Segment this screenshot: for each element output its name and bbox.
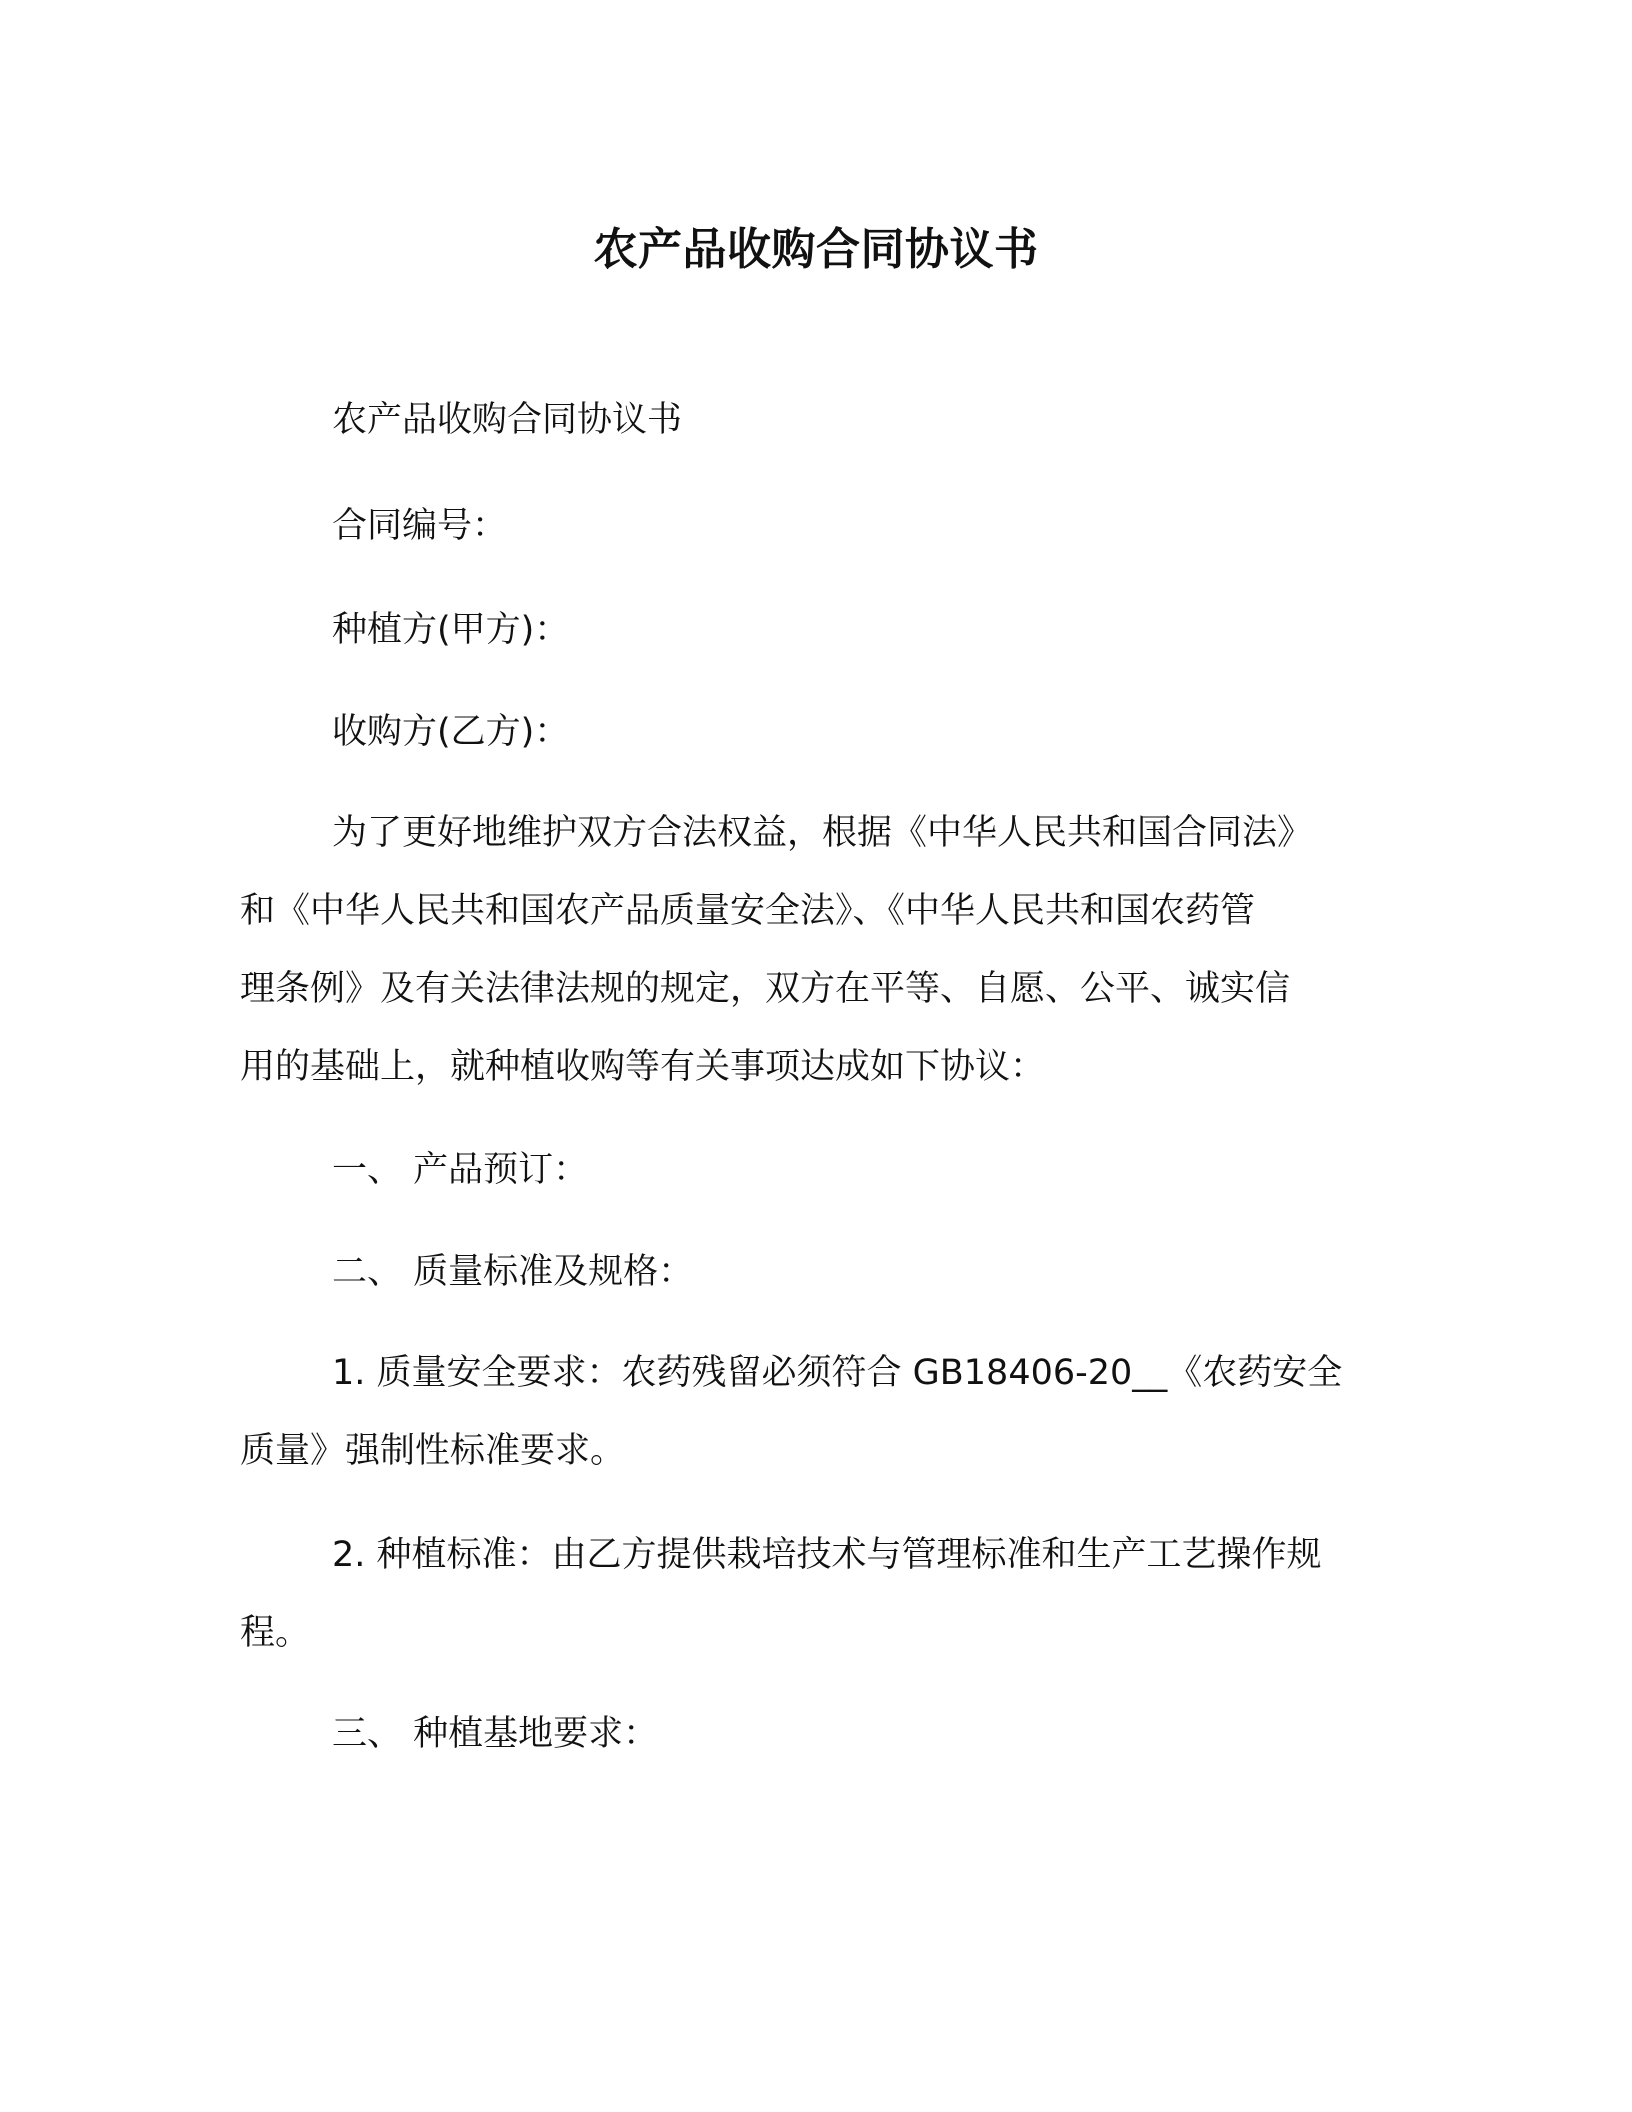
preamble-paragraph — [240, 794, 1376, 1106]
item-2-paragraph — [240, 1516, 1376, 1672]
item-1-line-1: 1. 质量安全要求：农药残留必须符合 GB18406-20__《农药安全 — [332, 1353, 1343, 1393]
subtitle: 农产品收购合同协议书 — [332, 400, 683, 440]
section-1-heading: 一、 产品预订： — [332, 1150, 589, 1190]
preamble-line-3: 理条例》及有关法律法规的规定，双方在平等、自愿、公平、诚实信 — [240, 969, 1291, 1009]
item-2-line-2: 程。 — [240, 1613, 311, 1653]
item-1-line-2: 质量》强制性标准要求。 — [240, 1431, 626, 1471]
section-3-heading: 三、 种植基地要求： — [332, 1714, 659, 1754]
preamble-line-4: 用的基础上，就种植收购等有关事项达成如下协议： — [240, 1047, 1046, 1087]
contract-number-label: 合同编号： — [332, 506, 508, 546]
item-1-paragraph — [240, 1334, 1376, 1490]
party-a-label: 种植方(甲方)： — [332, 610, 570, 650]
preamble-line-2: 和《中华人民共和国农产品质量安全法》、《中华人民共和国农药管 — [240, 891, 1256, 931]
section-2-heading: 二、 质量标准及规格： — [332, 1252, 694, 1292]
party-b-label: 收购方(乙方)： — [332, 712, 570, 752]
preamble-line-1: 为了更好地维护双方合法权益，根据《中华人民共和国合同法》 — [332, 813, 1313, 853]
item-2-line-1: 2. 种植标准：由乙方提供栽培技术与管理标准和生产工艺操作规 — [332, 1535, 1322, 1575]
document-title: 农产品收购合同协议书 — [593, 224, 1039, 275]
